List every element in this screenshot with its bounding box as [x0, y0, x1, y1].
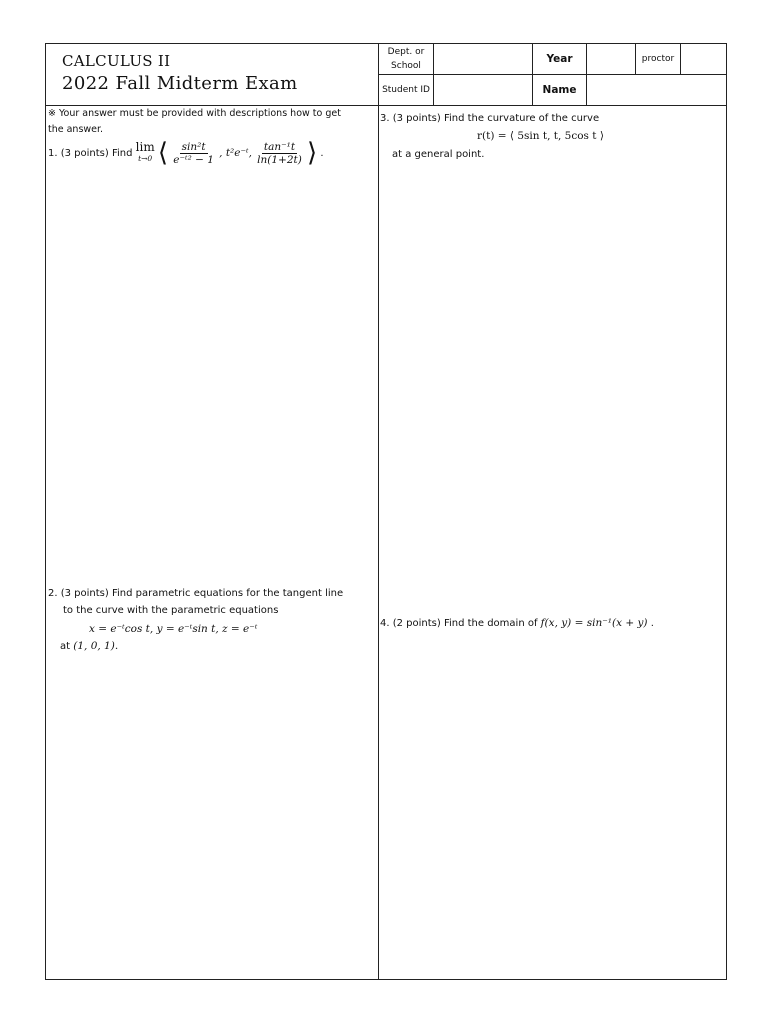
- name-field[interactable]: [587, 75, 726, 105]
- instructions-line2: the answer.: [48, 124, 104, 135]
- q1-fraction-1: $\frac{\text{sin²t}}{\text{e⁻ᵗ² − 1}}$: [173, 140, 214, 166]
- q4-end: .: [650, 618, 654, 629]
- exam-title: 2022 Fall Midterm Exam: [62, 73, 298, 94]
- student-id-field[interactable]: [434, 75, 533, 105]
- year-label: Year: [533, 44, 587, 75]
- dept-field[interactable]: [434, 44, 533, 75]
- q1-middle-term: , t²e⁻ᵗ,: [219, 147, 252, 159]
- q1-limit: lim t→0: [135, 140, 155, 163]
- q4-function: f(x, y) = sin⁻¹(x + y): [540, 617, 648, 629]
- q3-line3: at a general point.: [392, 149, 485, 160]
- exam-header: [46, 44, 726, 106]
- exam-sheet: [45, 43, 727, 980]
- instructions-line1: ※ Your answer must be provided with descriptions how to get: [48, 108, 341, 119]
- left-column: [46, 105, 379, 979]
- title-block: [46, 44, 379, 105]
- q1-prompt: 1. (3 points) Find: [48, 148, 133, 159]
- right-column: [379, 105, 726, 979]
- q1-end: .: [320, 148, 324, 159]
- q3-equation: r(t) = ⟨ 5sin t, t, 5cos t ⟩: [477, 130, 604, 142]
- q3-line1: 3. (3 points) Find the curvature of the curve: [380, 113, 600, 124]
- q2-point: (1, 0, 1).: [73, 640, 119, 652]
- year-field[interactable]: [587, 44, 636, 75]
- q2-line2: to the curve with the parametric equations: [63, 605, 279, 616]
- question-1: [48, 140, 324, 167]
- q2-at-point: at (1, 0, 1).: [60, 640, 119, 652]
- name-label: Name: [533, 75, 587, 105]
- q2-line1: 2. (3 points) Find parametric equations for the tangent line: [48, 588, 344, 599]
- q4-text: 4. (2 points) Find the domain of: [380, 618, 538, 629]
- q1-fraction-2: $\frac{\text{tan⁻¹t}}{\ln(1+2t)}$: [257, 140, 302, 166]
- dept-label: Dept. or School: [379, 44, 434, 75]
- question-4: [380, 615, 654, 632]
- q1-close-bracket: ⟩: [307, 138, 318, 168]
- proctor-field[interactable]: [681, 44, 726, 75]
- course-title: CALCULUS II: [62, 52, 171, 70]
- q2-equations: x = e⁻ᵗcos t, y = e⁻ᵗsin t, z = e⁻ᵗ: [89, 623, 258, 635]
- q1-open-bracket: ⟨: [157, 138, 169, 168]
- student-info-grid: [379, 44, 726, 105]
- proctor-label: proctor: [636, 44, 681, 75]
- student-id-label: Student ID: [379, 75, 434, 105]
